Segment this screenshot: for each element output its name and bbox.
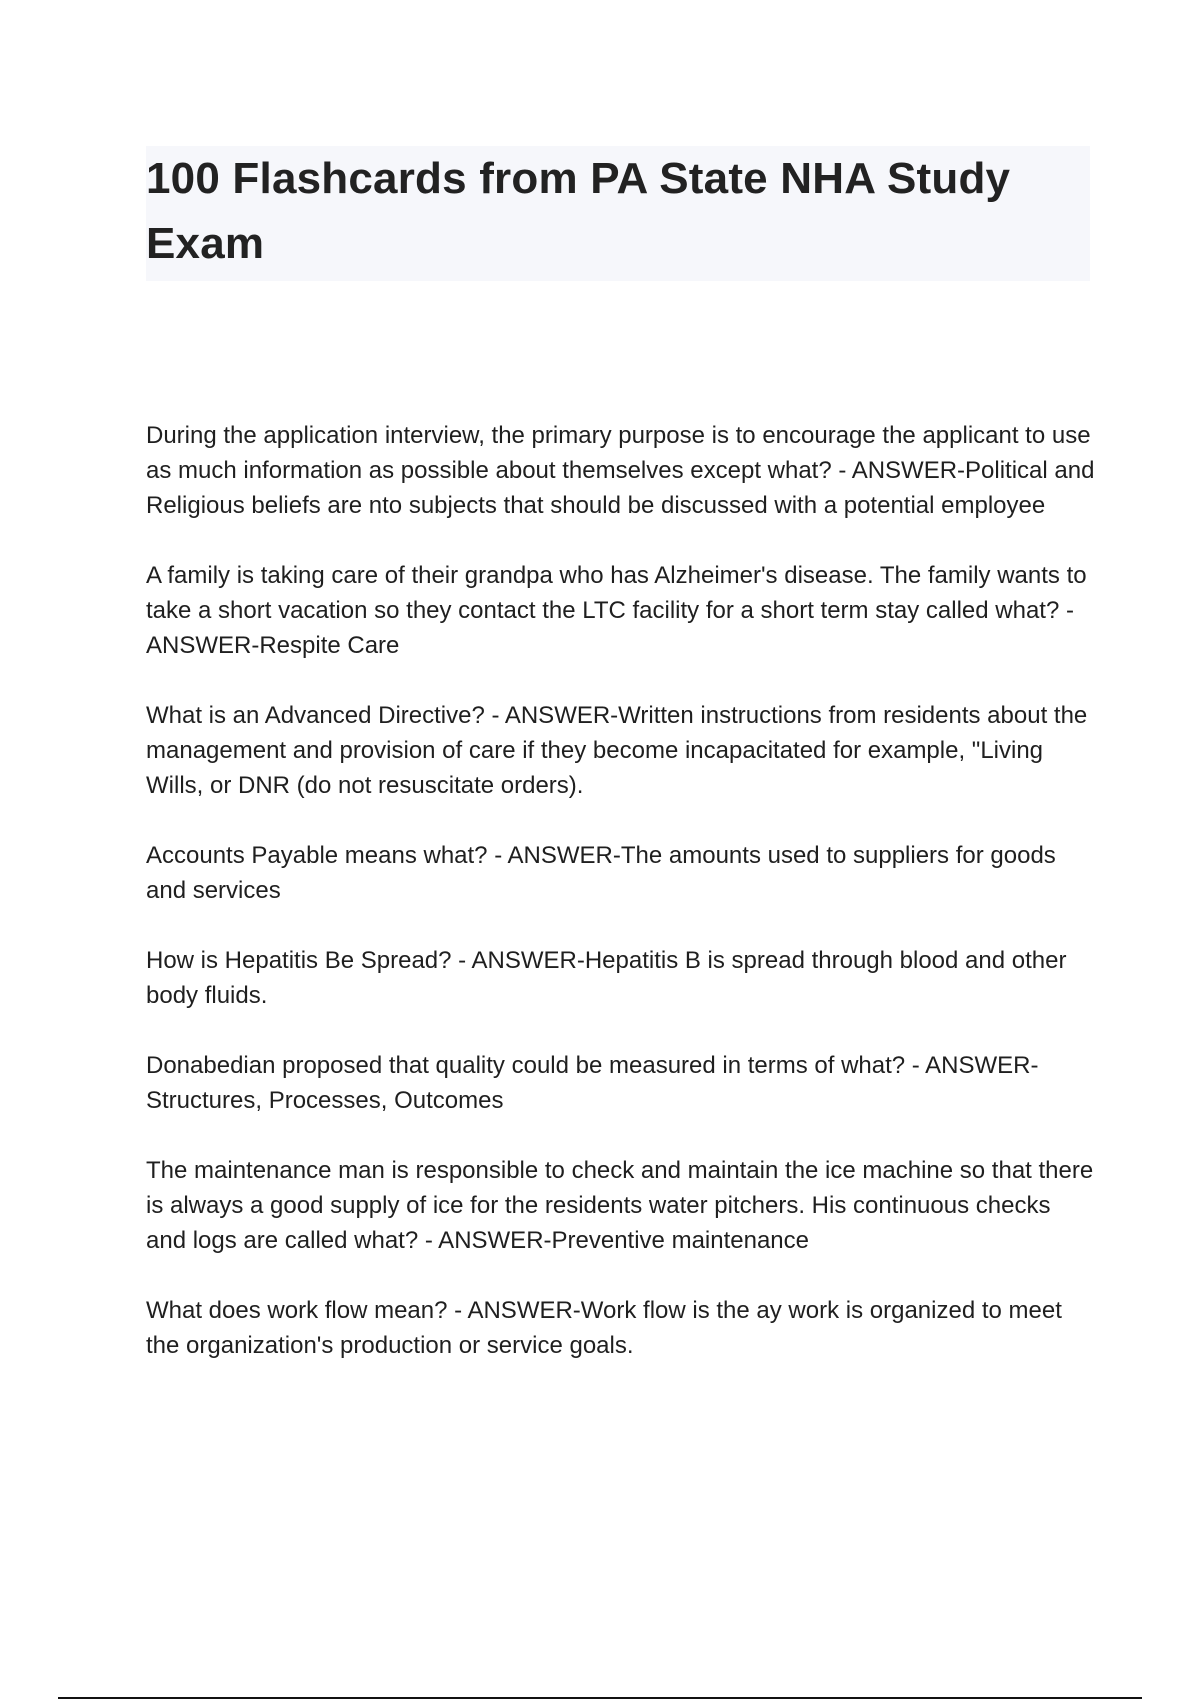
flashcard-item: How is Hepatitis Be Spread? - ANSWER-Hepatitis B is spread through blood and other body fluids. [146,947,1067,1009]
flashcard-item: What does work flow mean? - ANSWER-Work flow is the ay work is organized to meet the organization's production or service goals. [146,1297,1062,1359]
flashcard-item: The maintenance man is responsible to check and maintain the ice machine so that there is always a good supply of ice for the residents water pitchers. His continuous checks and logs are called what? - ANSWER-Preventive maintenance [146,1157,1094,1254]
flashcard-item: Accounts Payable means what? - ANSWER-The amounts used to suppliers for goods and services [146,842,1056,904]
footer-divider [58,1697,1142,1699]
flashcard-item: During the application interview, the primary purpose is to encourage the applicant to use as much information as possible about themselves except what? - ANSWER-Political and Religious beliefs are nto subjects that should be discussed with a potential employee [146,422,1095,519]
flashcard-item: Donabedian proposed that quality could be measured in terms of what? - ANSWER-Structures, Processes, Outcomes [146,1052,1039,1114]
flashcard-item: What is an Advanced Directive? - ANSWER-Written instructions from residents about the management and provision of care if they become incapacitated for example, "Living Wills, or DNR (do not resuscitate orders). [146,702,1088,799]
flashcard-list [146,418,1096,1398]
title-block [146,146,1090,281]
flashcard-item: A family is taking care of their grandpa who has Alzheimer's disease. The family wants to take a short vacation so they contact the LTC facility for a short term stay called what? - ANSWER-Respite Care [146,562,1087,659]
document-title: 100 Flashcards from PA State NHA Study Exam [146,154,1011,268]
